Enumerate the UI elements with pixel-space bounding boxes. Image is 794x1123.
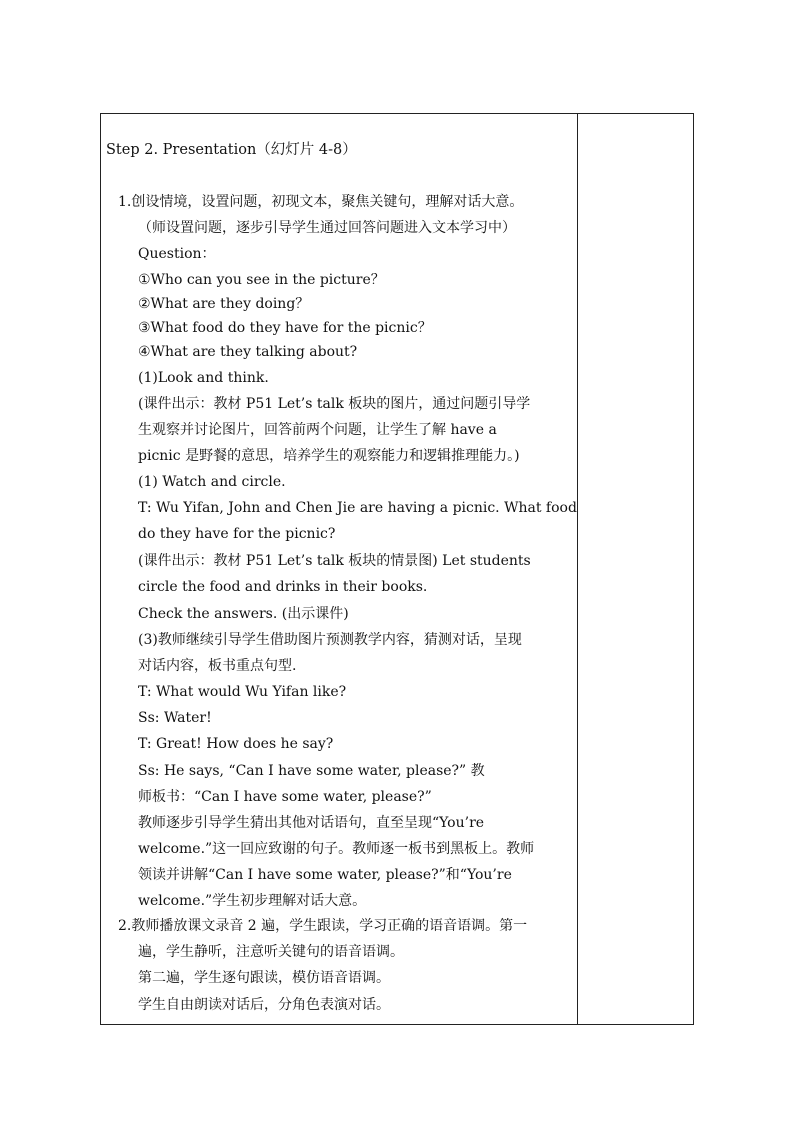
- text-line: circle the food and drinks in their books.: [138, 579, 428, 595]
- text-line: T: Great! How does he say?: [138, 736, 334, 752]
- text-line: welcome.”这一回应致谢的句子。教师逐一板书到黑板上。教师: [138, 841, 535, 857]
- text-line: (3)教师继续引导学生借助图片预测教学内容，猜测对话，呈现: [138, 632, 522, 648]
- text-line: Ss: He says, “Can I have some water, please?” 教: [138, 763, 485, 779]
- text-line: welcome.”学生初步理解对话大意。: [138, 893, 367, 909]
- text-line: do they have for the picnic?: [138, 526, 336, 542]
- text-line: 领读并讲解“Can I have some water, please?”和“You’re: [138, 867, 512, 883]
- text-line: picnic 是野餐的意思，培养学生的观察能力和逻辑推理能力。): [138, 448, 520, 464]
- text-line: (1) Watch and circle.: [138, 474, 286, 490]
- text-line: ③What food do they have for the picnic？: [138, 320, 432, 336]
- text-line: (课件出示：教材 P51 Let’s talk 板块的图片，通过问题引导学: [138, 396, 531, 412]
- step-heading: Step 2. Presentation（幻灯片 4-8）: [106, 142, 357, 158]
- text-line: 学生自由朗读对话后，分角色表演对话。: [138, 997, 390, 1013]
- text-line: 对话内容，板书重点句型.: [138, 658, 297, 674]
- text-line: （师设置问题，逐步引导学生通过回答问题进入文本学习中）: [138, 220, 516, 236]
- text-line: 1.创设情境，设置问题，初现文本，聚焦关键句，理解对话大意。: [118, 194, 524, 210]
- text-line: ②What are they doing？: [138, 296, 310, 312]
- text-line: (课件出示：教材 P51 Let’s talk 板块的情景图) Let students: [138, 553, 531, 569]
- text-line: Check the answers. (出示课件): [138, 606, 349, 622]
- text-line: T: What would Wu Yifan like?: [138, 684, 347, 700]
- text-line: 遍，学生静听，注意听关键句的语音语调。: [138, 944, 404, 960]
- text-line: T: Wu Yifan, John and Chen Jie are having a picnic. What food: [138, 500, 577, 516]
- text-line: ①Who can you see in the picture？: [138, 272, 385, 288]
- text-line: 师板书：“Can I have some water, please?”: [138, 789, 432, 805]
- text-line: Question：: [138, 246, 216, 262]
- text-line: 教师逐步引导学生猜出其他对话语句，直至呈现“You’re: [138, 815, 485, 831]
- text-line: (1)Look and think.: [138, 370, 269, 386]
- text-line: ④What are they talking about?: [138, 344, 358, 360]
- text-line: Ss: Water!: [138, 710, 212, 726]
- text-line: 生观察并讨论图片，回答前两个问题，让学生了解 have a: [138, 422, 497, 438]
- column-divider: [577, 113, 578, 1025]
- text-line: 2.教师播放课文录音 2 遍，学生跟读，学习正确的语音语调。第一: [118, 918, 528, 934]
- text-line: 第二遍，学生逐句跟读，模仿语音语调。: [138, 970, 390, 986]
